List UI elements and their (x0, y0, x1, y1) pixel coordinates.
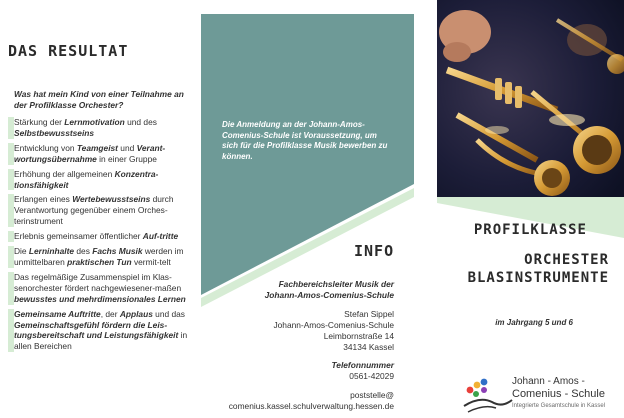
contact-role-line1: Fachbereichsleiter Musik der (278, 279, 394, 289)
logo-tagline: Integrierte Gesamtschule in Kassel (512, 403, 606, 409)
email-line1: poststelle@ (350, 390, 394, 400)
email-line2: comenius.kassel.schulverwaltung.hessen.de (228, 401, 394, 411)
contact-name: Stefan Sippel (344, 309, 394, 319)
info-heading: INFO (354, 242, 395, 260)
list-item: Gemeinsame Auftritte, der Applaus und das Gemeinschaftsgefühl fördern die Leis-tungsbereitschaft und Leistungsfähigkeit in allen Bereichen (10, 309, 188, 353)
logo-name-line2: Comenius - Schule (512, 388, 605, 400)
list-item: Erlebnis gemeinsamer öffentlicher Auf-tritte (10, 231, 188, 242)
orchestra-photo (437, 0, 624, 197)
contact-school: Johann-Amos-Comenius-Schule (273, 320, 394, 330)
school-logo (462, 372, 612, 416)
contact-city: 34134 Kassel (343, 342, 394, 352)
list-item: Erhöhung der allgemeinen Konzentra-tionsfähigkeit (10, 169, 188, 191)
orchester-title: ORCHESTER (524, 252, 609, 268)
result-heading: DAS RESULTAT (8, 42, 129, 60)
contact-street: Leimbornstraße 14 (323, 331, 394, 341)
registration-note: Die Anmeldung an der Johann-Amos-Comenius-Schule ist Voraussetzung, um sich für die Profilklasse Musik bewerben zu können. (222, 120, 388, 161)
phone-label: Telefonnummer (331, 360, 394, 370)
blasinstrumente-title: BLASINSTRUMENTE (467, 270, 609, 286)
result-question-line2: der Profilklasse Orchester? (14, 100, 124, 110)
list-item: Die Lerninhalte des Fachs Musik werden im unmittelbaren praktischen Tun vermit-telt (10, 246, 188, 268)
school-logo-icon (462, 372, 514, 414)
list-item: Entwicklung von Teamgeist und Verant-wortungsübernahme in einer Gruppe (10, 143, 188, 165)
list-item: Erlangen eines Wertebewusstseins durch Verantwortung gegenüber einem Orchesterinstrument (10, 194, 188, 227)
profilklasse-title: PROFILKLASSE (473, 222, 587, 238)
result-question-line1: Was hat mein Kind von einer Teilnahme an (14, 89, 184, 99)
grade-subtitle: im Jahrgang 5 und 6 (495, 318, 573, 327)
phone-number: 0561-42029 (349, 371, 394, 381)
list-item: Stärkung der Lernmotivation und des Selbstbewusstseins (10, 117, 188, 139)
logo-name-line1: Johann - Amos - (512, 376, 585, 387)
contact-role-line2: Johann-Amos-Comenius-Schule (264, 290, 394, 300)
list-item: Das regelmäßige Zusammenspiel im Klas-senorchester fördert nachgewiesener-maßen bewusstes und mehrdimensionales Lernen (10, 272, 188, 305)
